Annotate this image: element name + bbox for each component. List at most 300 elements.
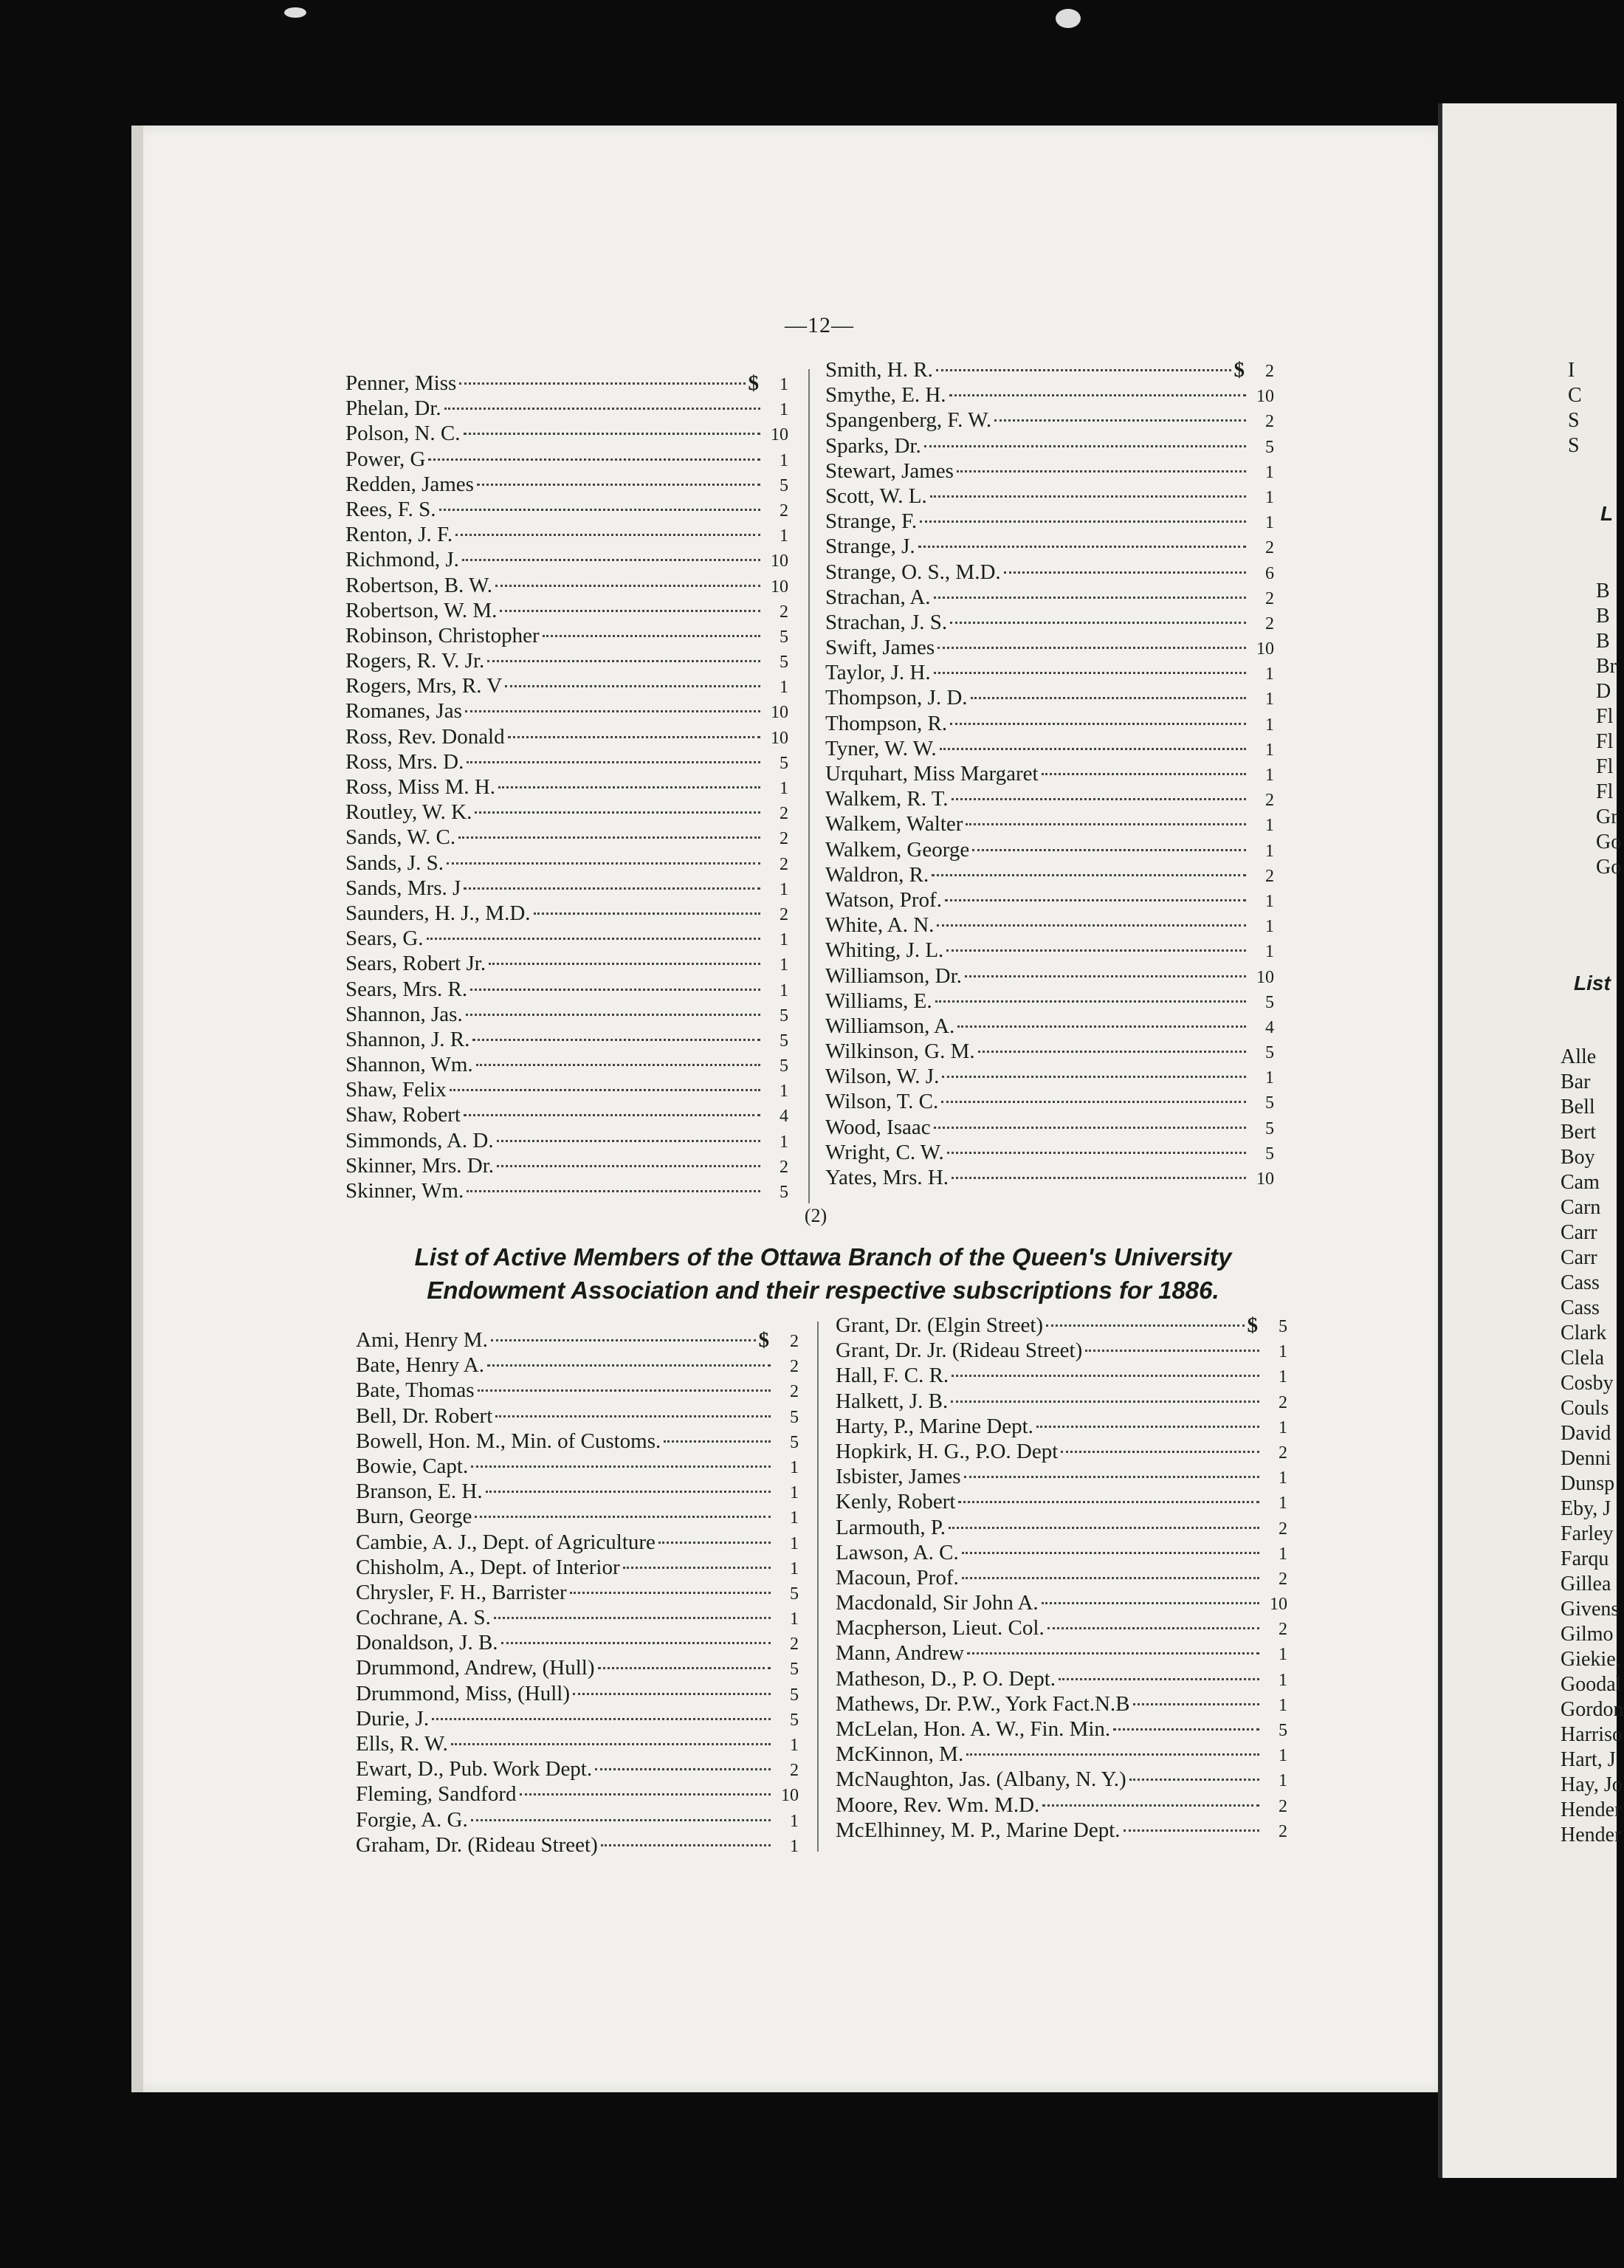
- adjacent-text-fragment: Clela: [1561, 1347, 1605, 1370]
- member-name: Stewart, James: [825, 458, 954, 483]
- list-item: [825, 509, 1274, 534]
- subscription-amount: 1: [1265, 891, 1274, 911]
- member-name: Bowell, Hon. M., Min. of Customs.: [356, 1429, 661, 1453]
- adjacent-page-edge: [1438, 103, 1624, 2178]
- list-item: [825, 1014, 1274, 1039]
- leader-dots: [427, 938, 760, 940]
- member-name: Macpherson, Lieut. Col.: [836, 1616, 1045, 1640]
- member-name: Grant, Dr. (Elgin Street): [836, 1313, 1044, 1337]
- leader-dots: [1004, 571, 1246, 574]
- leader-dots: [470, 989, 760, 991]
- leader-dots: [477, 484, 760, 486]
- leader-dots: [491, 1339, 756, 1341]
- leader-dots: [476, 1064, 760, 1066]
- subscription-amount: 5: [1265, 437, 1274, 457]
- adjacent-text-fragment: David: [1561, 1422, 1611, 1445]
- subscription-amount: 1: [780, 400, 788, 420]
- list-item: [825, 1165, 1274, 1190]
- subscription-amount: 2: [1265, 614, 1274, 633]
- list-item: [345, 472, 788, 497]
- list-item: [345, 749, 788, 774]
- list-item: [356, 1454, 799, 1479]
- leader-dots: [1113, 1728, 1259, 1731]
- member-name: Kenly, Robert: [836, 1490, 956, 1514]
- member-name: McLelan, Hon. A. W., Fin. Min.: [836, 1717, 1111, 1741]
- adjacent-text-fragment: Gr: [1596, 805, 1618, 828]
- member-name: Skinner, Mrs. Dr.: [345, 1153, 495, 1178]
- adjacent-heading-2: List: [1574, 972, 1611, 994]
- adjacent-text-fragment: Cass: [1561, 1271, 1600, 1294]
- subscription-amount: 1: [790, 1533, 799, 1553]
- subscription-amount: 1: [1265, 1068, 1274, 1088]
- leader-dots: [1042, 1804, 1259, 1807]
- list-item: [825, 382, 1274, 408]
- subscription-amount: 10: [1256, 1169, 1274, 1189]
- subscription-amount: 2: [1279, 1821, 1287, 1841]
- leader-dots: [664, 1440, 771, 1443]
- list-item: [356, 1731, 799, 1756]
- subscription-amount: 5: [780, 653, 788, 673]
- member-name: Yates, Mrs. H.: [825, 1166, 949, 1189]
- subscription-amount: 1: [1265, 513, 1274, 533]
- subscription-amount: 2: [790, 1761, 799, 1781]
- member-column-right: [836, 1313, 1287, 1843]
- leader-dots: [949, 394, 1246, 396]
- leader-dots: [573, 1693, 771, 1695]
- subscription-amount: 5: [780, 475, 788, 495]
- subscription-amount: 1: [780, 375, 788, 394]
- list-item: [345, 1027, 788, 1052]
- adjacent-text-fragment: Carn: [1561, 1196, 1601, 1219]
- leader-dots: [478, 1389, 771, 1392]
- list-item: [345, 1178, 788, 1203]
- list-item: [345, 1052, 788, 1077]
- member-name: Ewart, D., Pub. Work Dept.: [356, 1757, 593, 1781]
- list-item: [825, 887, 1274, 913]
- adjacent-text-fragment: Bar: [1561, 1071, 1591, 1093]
- leader-dots: [962, 1552, 1259, 1554]
- list-item: [825, 938, 1274, 963]
- subscription-amount: 4: [1265, 1017, 1274, 1037]
- member-name: Sears, Robert Jr.: [345, 952, 486, 976]
- leader-dots: [967, 1652, 1259, 1654]
- member-name: Robertson, B. W.: [345, 573, 492, 597]
- subscription-amount: 1: [1279, 1670, 1287, 1690]
- leader-dots: [937, 647, 1246, 649]
- adjacent-text-fragment: Farqu: [1561, 1547, 1609, 1570]
- subscription-amount: 1: [1265, 462, 1274, 482]
- adjacent-text-fragment: Carr: [1561, 1246, 1597, 1269]
- subscription-amount: 10: [771, 551, 788, 571]
- adjacent-text-fragment: Fl: [1596, 730, 1614, 753]
- subscription-amount: 5: [790, 1584, 799, 1604]
- leader-dots: [487, 1364, 771, 1367]
- member-name: Chrysler, F. H., Barrister: [356, 1580, 567, 1604]
- member-name: Richmond, J.: [345, 548, 459, 572]
- subscription-amount: 2: [790, 1357, 799, 1377]
- adjacent-text-fragment: Carr: [1561, 1221, 1597, 1244]
- leader-dots: [464, 1114, 760, 1116]
- member-name: Ross, Miss M. H.: [345, 775, 496, 799]
- subscription-amount: 1: [780, 1132, 788, 1152]
- leader-dots: [520, 1793, 771, 1796]
- list-item: [345, 800, 788, 825]
- list-item: [356, 1378, 799, 1403]
- subscription-amount: 5: [790, 1710, 799, 1730]
- subscription-amount: 5: [790, 1660, 799, 1680]
- subscription-amount: 1: [780, 779, 788, 798]
- member-name: Whiting, J. L.: [825, 938, 944, 963]
- subscription-amount: 1: [1265, 690, 1274, 709]
- list-item: [825, 963, 1274, 989]
- leader-dots: [946, 949, 1246, 952]
- leader-dots: [966, 823, 1246, 825]
- member-name: Larmouth, P.: [836, 1515, 946, 1539]
- subscription-amount: 2: [1265, 412, 1274, 432]
- subscription-amount: 1: [790, 1559, 799, 1578]
- leader-dots: [497, 1165, 760, 1167]
- list-item: [356, 1681, 799, 1706]
- leader-dots: [941, 1101, 1246, 1103]
- leader-dots: [1059, 1678, 1259, 1680]
- member-name: Bate, Thomas: [356, 1378, 475, 1403]
- list-item: [345, 876, 788, 901]
- adjacent-text-fragment: S: [1568, 434, 1580, 457]
- leader-dots: [934, 1127, 1246, 1129]
- leader-dots: [501, 1642, 771, 1644]
- subscription-amount: 1: [780, 526, 788, 546]
- leader-dots: [450, 1089, 760, 1091]
- member-name: Mann, Andrew: [836, 1641, 964, 1666]
- list-item: [825, 711, 1274, 736]
- leader-dots: [447, 862, 760, 865]
- subscription-amount: 6: [1265, 563, 1274, 583]
- leader-dots: [949, 1527, 1259, 1529]
- member-name: Shannon, Wm.: [345, 1053, 473, 1077]
- member-name: Shaw, Felix: [345, 1078, 447, 1102]
- subscription-amount: 1: [1265, 841, 1274, 861]
- subscription-amount: 1: [790, 1811, 799, 1831]
- subscription-amount: 1: [1279, 1342, 1287, 1362]
- leader-dots: [466, 1014, 760, 1016]
- list-item: [836, 1540, 1287, 1565]
- leader-dots: [972, 849, 1246, 851]
- list-item: [836, 1313, 1287, 1338]
- member-name: Cambie, A. J., Dept. of Agriculture: [356, 1530, 656, 1554]
- member-name: Walkem, Walter: [825, 812, 963, 836]
- list-item: [356, 1706, 799, 1731]
- member-name: Sands, Mrs. J: [345, 876, 461, 900]
- leader-dots: [459, 382, 745, 385]
- adjacent-text-fragment: Cass: [1561, 1296, 1600, 1319]
- page-number: —12—: [785, 313, 854, 337]
- adjacent-text-fragment: Harriso: [1561, 1723, 1623, 1746]
- member-name: Watson, Prof.: [825, 887, 942, 912]
- subscription-amount: 5: [790, 1685, 799, 1705]
- list-item: [836, 1590, 1287, 1615]
- leader-dots: [952, 1375, 1259, 1377]
- subscription-amount: 5: [780, 1183, 788, 1202]
- list-item: [836, 1717, 1287, 1742]
- list-item: [825, 913, 1274, 938]
- adjacent-text-fragment: Goodal: [1561, 1673, 1622, 1696]
- list-item: [825, 736, 1274, 761]
- list-item: [356, 1429, 799, 1454]
- list-item: [345, 447, 788, 472]
- list-item: [356, 1530, 799, 1555]
- subscription-amount: 10: [771, 425, 788, 445]
- adjacent-fragments-top: [1568, 358, 1582, 458]
- member-name: Penner, Miss: [345, 371, 457, 395]
- list-item: [836, 1338, 1287, 1363]
- list-item: [356, 1580, 799, 1605]
- subscription-amount: 1: [790, 1457, 799, 1477]
- leader-dots: [952, 798, 1246, 800]
- subscription-amount: 2: [1279, 1620, 1287, 1640]
- member-name: Phelan, Dr.: [345, 396, 441, 421]
- list-item: [345, 573, 788, 598]
- member-name: McNaughton, Jas. (Albany, N. Y.): [836, 1767, 1126, 1792]
- list-item: [825, 408, 1274, 433]
- adjacent-fragments-bottom: [1561, 1045, 1624, 1848]
- list-item: [345, 926, 788, 951]
- list-item: [345, 371, 788, 396]
- list-item: [836, 1793, 1287, 1818]
- subscription-amount: 5: [1265, 992, 1274, 1012]
- list-item: [345, 901, 788, 926]
- subscription-amount: 1: [1279, 1645, 1287, 1665]
- dollar-sign: $: [758, 1328, 769, 1352]
- member-name: Moore, Rev. Wm. M.D.: [836, 1793, 1040, 1817]
- member-name: Routley, W. K.: [345, 800, 472, 825]
- leader-dots: [942, 1076, 1246, 1078]
- subscription-amount: 1: [790, 1508, 799, 1528]
- list-item: [825, 635, 1274, 660]
- subscription-amount: 2: [1279, 1796, 1287, 1816]
- subscription-amount: 2: [790, 1332, 799, 1351]
- member-name: Walkem, R. T.: [825, 787, 949, 811]
- member-name: Hopkirk, H. G., P.O. Dept: [836, 1439, 1059, 1463]
- adjacent-text-fragment: Gillea: [1561, 1573, 1611, 1595]
- subscription-amount: 10: [771, 577, 788, 597]
- list-item: [345, 598, 788, 623]
- adjacent-text-fragment: Hay, Jo: [1561, 1773, 1623, 1796]
- leader-dots: [957, 1025, 1246, 1028]
- subscription-amount: 2: [1265, 791, 1274, 811]
- subscription-amount: 5: [780, 753, 788, 773]
- subscription-amount: 2: [780, 501, 788, 520]
- list-item: [345, 1128, 788, 1153]
- list-item: [825, 1039, 1274, 1064]
- list-item: [825, 357, 1274, 382]
- subscription-amount: 2: [1265, 362, 1274, 381]
- list-item: [345, 698, 788, 724]
- member-name: Sears, Mrs. R.: [345, 977, 468, 1001]
- list-item: [836, 1640, 1287, 1666]
- member-name: Power, G: [345, 447, 426, 471]
- adjacent-text-fragment: C: [1568, 384, 1582, 407]
- member-name: Williamson, A.: [825, 1014, 955, 1038]
- adjacent-text-fragment: Cam: [1561, 1171, 1600, 1194]
- leader-dots: [994, 419, 1246, 422]
- leader-dots: [934, 597, 1246, 599]
- list-item: [825, 458, 1274, 484]
- member-name: Rogers, Mrs, R. V: [345, 674, 503, 698]
- list-item: [345, 825, 788, 850]
- subscription-amount: 5: [1279, 1317, 1287, 1336]
- section-marker: (2): [804, 1205, 828, 1226]
- leader-dots: [932, 874, 1246, 876]
- list-item: [356, 1479, 799, 1504]
- leader-dots: [498, 786, 760, 788]
- list-item: [345, 977, 788, 1002]
- member-name: Fleming, Sandford: [356, 1782, 517, 1807]
- subscription-amount: 1: [1279, 1746, 1287, 1766]
- member-name: Strange, J.: [825, 535, 915, 559]
- list-item: [356, 1327, 799, 1353]
- subscription-amount: 2: [780, 602, 788, 622]
- subscription-amount: 2: [780, 804, 788, 824]
- subscription-amount: 2: [780, 854, 788, 874]
- list-item: [356, 1756, 799, 1781]
- dollar-sign: $: [1247, 1313, 1258, 1337]
- subscription-amount: 1: [1279, 1418, 1287, 1437]
- adjacent-text-fragment: S: [1568, 409, 1580, 432]
- list-item: [345, 1077, 788, 1102]
- subscription-amount: 1: [780, 450, 788, 470]
- list-item: [345, 623, 788, 648]
- member-name: McKinnon, M.: [836, 1742, 964, 1767]
- subscription-amount: 2: [780, 904, 788, 924]
- member-name: Cochrane, A. S.: [356, 1606, 491, 1630]
- member-name: Ross, Mrs. D.: [345, 749, 464, 774]
- subscription-amount: 1: [1265, 942, 1274, 962]
- leader-dots: [658, 1542, 771, 1544]
- list-item: [836, 1691, 1287, 1717]
- member-name: Sparks, Dr.: [825, 433, 921, 458]
- member-name: Wilkinson, G. M.: [825, 1040, 975, 1064]
- member-name: White, A. N.: [825, 913, 935, 938]
- adjacent-text-fragment: B: [1596, 580, 1610, 602]
- list-item: [836, 1666, 1287, 1691]
- member-name: Strachan, J. S.: [825, 610, 948, 634]
- list-item: [836, 1439, 1287, 1464]
- adjacent-text-fragment: Bert: [1561, 1121, 1597, 1144]
- list-item: [836, 1389, 1287, 1414]
- member-name: Branson, E. H.: [356, 1480, 483, 1504]
- member-name: Spangenberg, F. W.: [825, 408, 992, 433]
- leader-dots: [936, 369, 1231, 371]
- list-item: [345, 850, 788, 876]
- leader-dots: [432, 1718, 771, 1720]
- member-name: Forgie, A. G.: [356, 1807, 468, 1832]
- member-name: Wood, Isaac: [825, 1115, 931, 1139]
- list-item: [356, 1403, 799, 1429]
- member-name: Wilson, W. J.: [825, 1065, 940, 1089]
- member-name: Harty, P., Marine Dept.: [836, 1414, 1033, 1438]
- adjacent-text-fragment: B: [1596, 605, 1610, 628]
- member-name: Ells, R. W.: [356, 1732, 448, 1756]
- list-item: [825, 761, 1274, 786]
- subscription-amount: 5: [1265, 1043, 1274, 1063]
- leader-dots: [495, 1415, 771, 1418]
- list-item: [836, 1515, 1287, 1540]
- leader-dots: [945, 899, 1246, 901]
- subscription-amount: 1: [1265, 487, 1274, 507]
- adjacent-text-fragment: Dunsp: [1561, 1472, 1615, 1495]
- subscription-amount: 2: [1265, 588, 1274, 608]
- leader-dots: [500, 610, 760, 612]
- subscription-amount: 1: [1279, 1367, 1287, 1387]
- subscription-amount: 1: [780, 879, 788, 899]
- leader-dots: [475, 1516, 771, 1518]
- adjacent-fragments-mid: [1596, 579, 1621, 880]
- member-name: Swift, James: [825, 636, 935, 660]
- leader-dots: [451, 1743, 771, 1745]
- subscription-amount: 1: [1279, 1771, 1287, 1791]
- list-item: [836, 1464, 1287, 1489]
- leader-dots: [1124, 1829, 1259, 1832]
- leader-dots: [464, 887, 760, 890]
- leader-dots: [937, 924, 1246, 927]
- leader-dots: [455, 534, 760, 536]
- leader-dots: [495, 585, 760, 587]
- member-name: Burn, George: [356, 1505, 472, 1529]
- leader-dots: [462, 559, 760, 561]
- member-name: Smythe, E. H.: [825, 383, 946, 408]
- adjacent-text-fragment: Denni: [1561, 1447, 1611, 1470]
- member-name: Rees, F. S.: [345, 497, 436, 521]
- member-name: Thompson, R.: [825, 711, 948, 735]
- subscriber-column-left: [345, 371, 788, 1203]
- list-item: [345, 522, 788, 547]
- member-name: Grant, Dr. Jr. (Rideau Street): [836, 1339, 1083, 1363]
- leader-dots: [471, 1819, 771, 1821]
- list-item: [825, 811, 1274, 836]
- member-name: Sands, J. S.: [345, 850, 444, 875]
- list-item: [825, 610, 1274, 635]
- subscription-amount: 1: [1265, 715, 1274, 735]
- subscription-amount: 1: [790, 1836, 799, 1856]
- column-divider: [817, 1322, 819, 1852]
- adjacent-text-fragment: Clark: [1561, 1322, 1607, 1344]
- adjacent-text-fragment: Gilmo: [1561, 1623, 1614, 1646]
- member-name: Sears, G.: [345, 927, 424, 951]
- leader-dots: [475, 811, 760, 814]
- adjacent-text-fragment: Alle: [1561, 1045, 1597, 1068]
- list-item: [825, 1115, 1274, 1140]
- leader-dots: [458, 836, 760, 839]
- member-name: McElhinney, M. P., Marine Dept.: [836, 1818, 1121, 1842]
- leader-dots: [497, 1140, 760, 1142]
- list-item: [345, 1002, 788, 1027]
- list-item: [836, 1489, 1287, 1514]
- leader-dots: [947, 1152, 1246, 1154]
- list-item: [345, 547, 788, 572]
- leader-dots: [494, 1617, 771, 1619]
- adjacent-text-fragment: Gordon: [1561, 1698, 1624, 1721]
- subscription-amount: 5: [790, 1432, 799, 1452]
- leader-dots: [1061, 1451, 1259, 1453]
- member-name: Williamson, Dr.: [825, 963, 962, 988]
- subscription-amount: 5: [780, 1006, 788, 1025]
- subscription-amount: 1: [790, 1483, 799, 1503]
- member-name: Macoun, Prof.: [836, 1565, 959, 1590]
- member-name: Saunders, H. J., M.D.: [345, 901, 531, 925]
- adjacent-text-fragment: Hart, J: [1561, 1748, 1616, 1771]
- member-name: Macdonald, Sir John A.: [836, 1591, 1039, 1615]
- list-item: [836, 1414, 1287, 1439]
